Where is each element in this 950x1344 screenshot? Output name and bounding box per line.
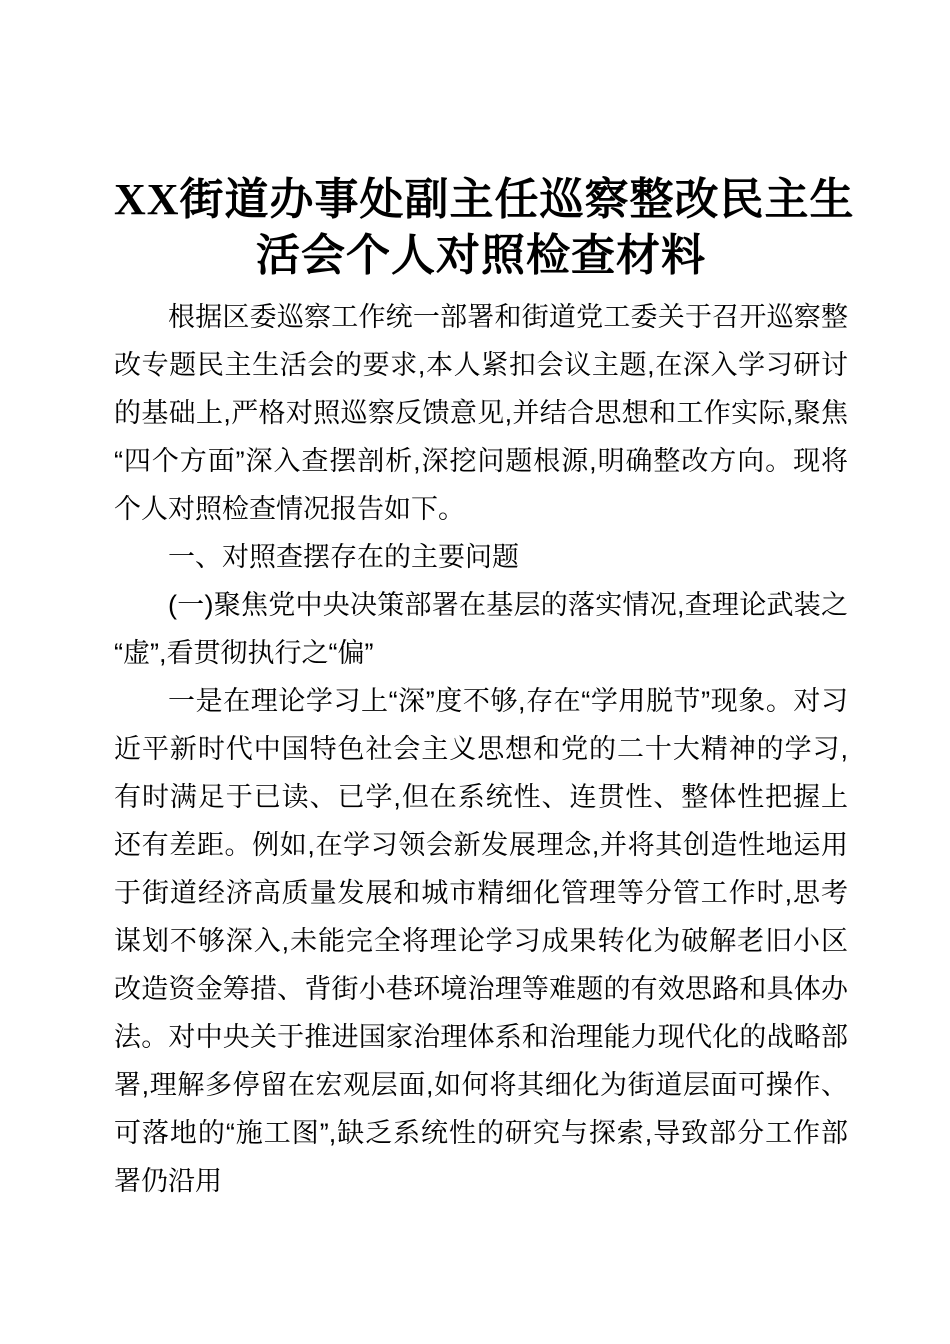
- document-title: [114, 172, 855, 284]
- subsection-heading-1-1: (一)聚焦党中央决策部署在基层的落实情况,查理论武装之“虚”,看贯彻执行之“偏”: [114, 590, 848, 668]
- paragraph-issue-1: 一是在理论学习上“深”度不够,存在“学用脱节”现象。对习近平新时代中国特色社会主义思想和党的二十大精神的学习,有时满足于已读、已学,但在系统性、连贯性、整体性把握上还有差距。例如,在学习领会新发展理念,并将其创造性地运用于街道经济高质量发展和城市精细化管理等分管工作时,思考谋划不够深入,未能完全将理论学习成果转化为破解老旧小区改造资金筹措、背街小巷环境治理等难题的有效思路和具体办法。对中央关于推进国家治理体系和治理能力现代化的战略部署,理解多停留在宏观层面,如何将其细化为街道层面可操作、可落地的“施工图”,缺乏系统性的研究与探索,导致部分工作部署仍沿用: [114, 686, 848, 1196]
- title-line-2: 活会个人对照检查材料: [256, 231, 706, 280]
- document-body: [114, 293, 848, 1205]
- section-heading-1: 一、对照查摆存在的主要问题: [168, 542, 519, 572]
- title-line-1: XX街道办事处副主任巡察整改民主生: [114, 175, 855, 224]
- paragraph-intro: 根据区委巡察工作统一部署和街道党工委关于召开巡察整改专题民主生活会的要求,本人紧扣会议主题,在深入学习研讨的基础上,严格对照巡察反馈意见,并结合思想和工作实际,聚焦“四个方面”深入查摆剖析,深挖问题根源,明确整改方向。现将个人对照检查情况报告如下。: [114, 302, 848, 524]
